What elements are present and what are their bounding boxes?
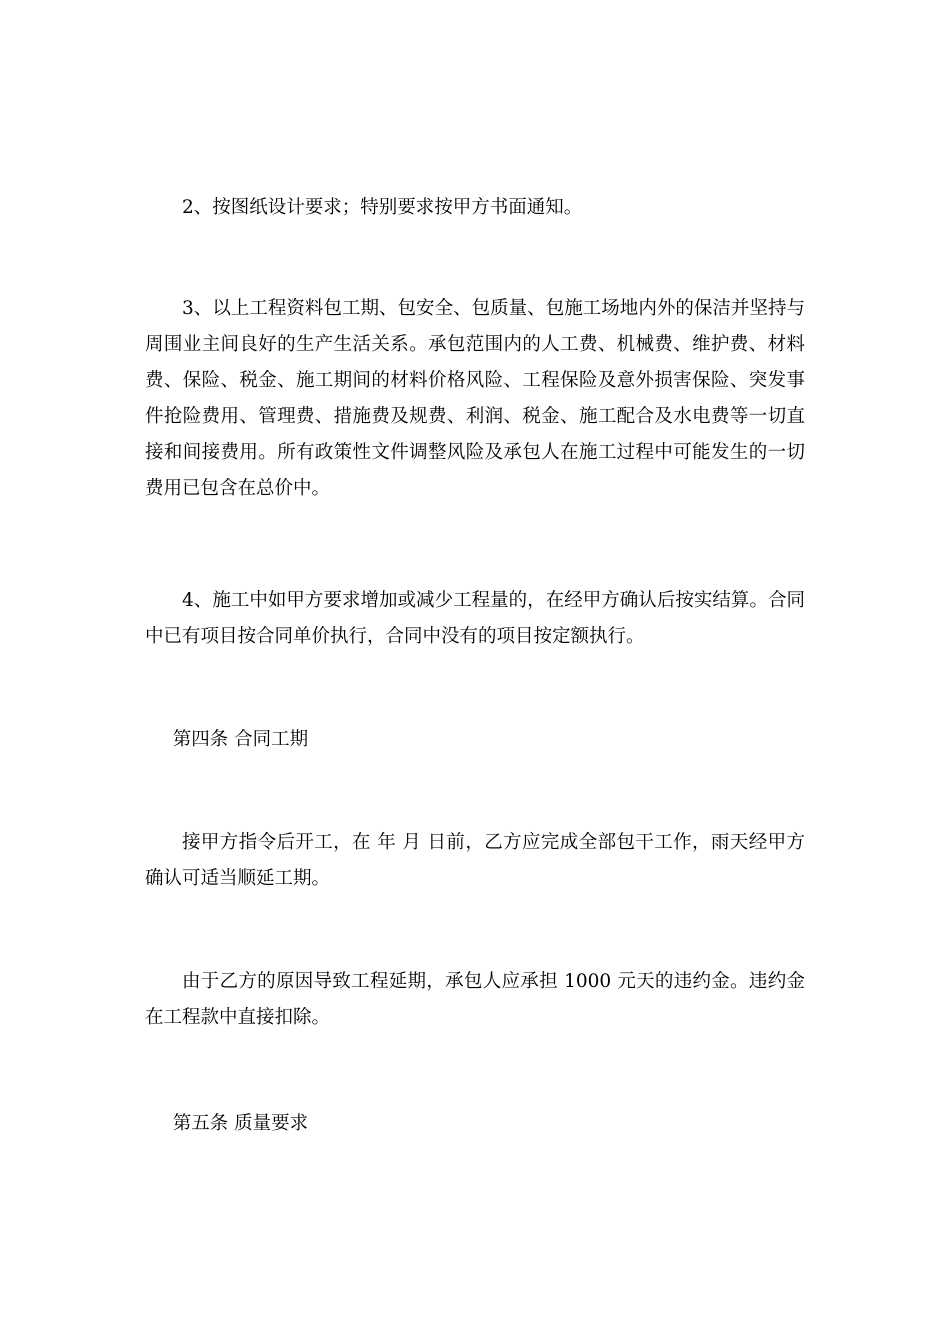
clause-4-paragraph: 4、施工中如甲方要求增加或减少工程量的，在经甲方确认后按实结算。合同中已有项目按合同单价执行，合同中没有的项目按定额执行。 — [145, 590, 805, 647]
clause-2-paragraph: 2、按图纸设计要求；特别要求按甲方书面通知。 — [182, 197, 583, 218]
article-4-heading: 第四条 合同工期 — [172, 729, 309, 750]
clause-3-paragraph: 3、以上工程资料包工期、包安全、包质量、包施工场地内外的保洁并坚持与周围业主间良好的生产生活关系。承包范围内的人工费、机械费、维护费、材料费、保险、税金、施工期间的材料价格风险、工程保险及意外损害保险、突发事件抢险费用、管理费、措施费及规费、利润、税金、施工配合及水电费等一切直接和间接费用。所有政策性文件调整风险及承包人在施工过程中可能发生的一切费用已包含在总价中。 — [145, 298, 805, 499]
article-5-heading: 第五条 质量要求 — [172, 1113, 309, 1134]
article-4-schedule-paragraph: 接甲方指令后开工，在 年 月 日前，乙方应完成全部包干工作，雨天经甲方确认可适当顺延工期。 — [145, 832, 805, 889]
article-4-penalty-paragraph: 由于乙方的原因导致工程延期，承包人应承担 1000 元天的违约金。违约金在工程款中直接扣除。 — [145, 971, 805, 1028]
